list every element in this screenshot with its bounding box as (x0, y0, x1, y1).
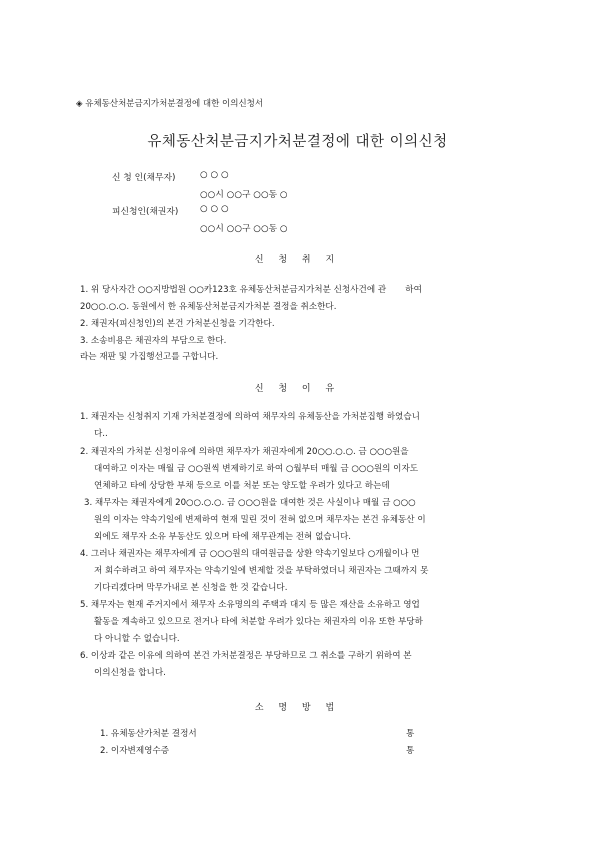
reasons-line: 연체하고 타에 상당한 부채 등으로 이를 처분 또는 양도할 우려가 있다고 하는데 (94, 481, 390, 491)
party-address: ○○시 ○○구 ○○동 ○ (200, 190, 288, 200)
reasons-line: 4. 그러나 채권자는 채무자에게 금 ○○○원의 대여원금을 상환 약속기일보다 ○개월이나 먼 (80, 549, 420, 559)
reasons-line: 원의 이자는 약속기일에 변제하여 현재 밀린 것이 전혀 없으며 채무자는 본건 유체동산 이 (94, 515, 426, 525)
reasons-line: 6. 이상과 같은 이유에 의하여 본건 가처분결정은 부당하므로 그 취소를 구하기 위하여 본 (80, 651, 412, 661)
reasons-line: 2. 채권자의 가처분 신청이유에 의하면 채무자가 채권자에게 20○○.○.○. 금 ○○○원을 (80, 447, 409, 457)
purpose-line: 2. 채권자(피신청인)의 본건 가처분신청을 기각한다. (80, 319, 275, 329)
party-name: ○ ○ ○ (200, 204, 229, 214)
party-name: ○ ○ ○ (200, 170, 229, 180)
reasons-line: 3. 채무자는 채권자에게 20○○.○.○. 금 ○○○원을 대여한 것은 사실이나 매월 금 ○○○ (84, 498, 416, 508)
purpose-line: 라는 재판 및 가집행선고를 구합니다. (80, 352, 219, 362)
party-label: 피신청인(채권자) (112, 207, 179, 217)
reasons-line: 기다리겠다며 막무가내로 본 신청을 한 것 같습니다. (94, 583, 288, 593)
evidence-heading: 소 명 방 법 (254, 703, 341, 713)
evidence-name: 2. 이자변제영수증 (100, 746, 170, 756)
evidence-count: 통 (406, 746, 415, 756)
reasons-line: 다.. (94, 429, 108, 439)
reasons-line: 5. 채무자는 현재 주거지에서 채무자 소유명의의 주택과 대지 등 많은 재산을 소유하고 영업 (80, 600, 420, 610)
purpose-line: 1. 위 당사자간 ○○지방법원 ○○카123호 유체동산처분금지가처분 신청사건에 관 하여 (80, 285, 422, 295)
evidence-name: 1. 유체동산가처분 결정서 (100, 729, 197, 739)
reasons-line: 활동을 계속하고 있으므로 전거나 타에 처분할 우려가 있다는 채권자의 이유 또한 부당하 (94, 617, 423, 627)
party-address: ○○시 ○○구 ○○동 ○ (200, 224, 288, 234)
evidence-item (0, 727, 595, 743)
reasons-line: 1. 채권자는 신청취지 기재 가처분결정에 의하여 채무자의 유체동산을 가처분집행 하였습니 (80, 412, 420, 422)
reasons-line: 다 아니할 수 없습니다. (94, 634, 180, 644)
document-title: 유체동산처분금지가처분결정에 대한 이의신청 (147, 134, 448, 150)
purpose-heading: 신 청 취 지 (254, 255, 341, 265)
reasons-heading: 신 청 이 유 (254, 384, 341, 394)
party-respondent (0, 204, 595, 244)
party-label: 신 청 인(채무자) (112, 173, 176, 183)
evidence-item (0, 744, 595, 760)
purpose-line: 3. 소송비용은 채권자의 부담으로 한다. (80, 336, 227, 346)
reasons-line: 외에도 채무자 소유 부동산도 있으며 타에 채무관계는 전혀 없습니다. (94, 532, 352, 542)
header-note: ◈ 유체동산처분금지가처분결정에 대한 이의신청서 (76, 99, 264, 109)
reasons-line: 대여하고 이자는 매월 금 ○○원씩 변제하기로 하여 ○월부터 매월 금 ○○○원의 이자도 (94, 464, 419, 474)
evidence-count: 통 (406, 729, 415, 739)
reasons-line: 저 회수하려고 하여 채무자는 약속기일에 변제할 것을 부탁하였더니 채권자는 그때까지 못 (94, 566, 429, 576)
purpose-line: 20○○.○.○. 동원에서 한 유체동산처분금지가처분 결정을 취소한다. (80, 302, 337, 312)
reasons-line: 이의신청을 합니다. (94, 668, 166, 678)
